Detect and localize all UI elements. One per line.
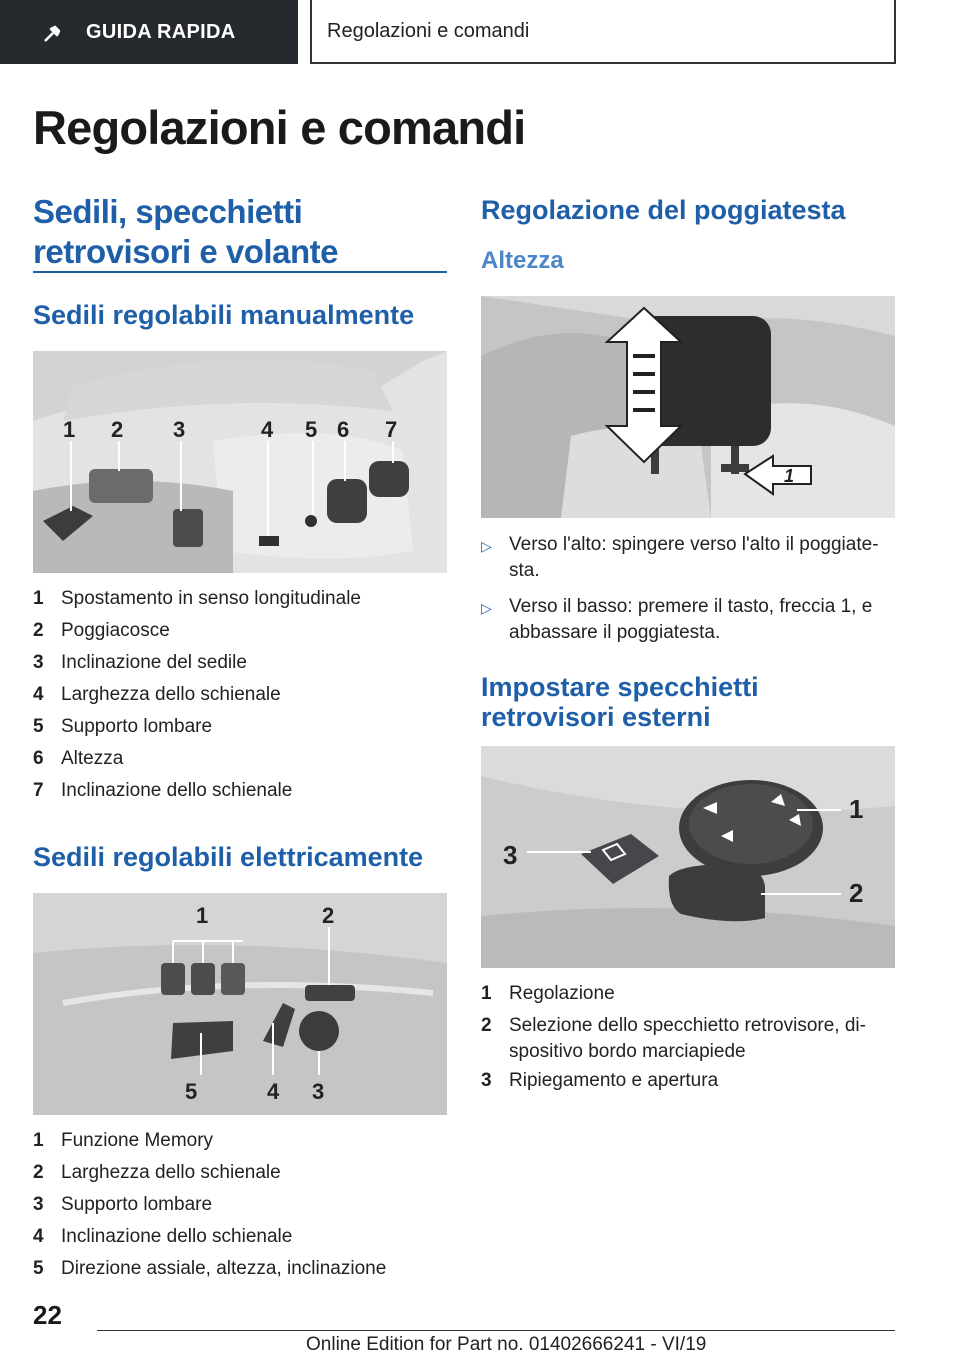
manual-fig-label-6: 6 [337,417,350,442]
list-item: 3 Supporto lombare [33,1194,213,1215]
edition-footer: Online Edition for Part no. 01402666241 - VI/19 [306,1334,707,1355]
list-item: 1 Regolazione [481,983,615,1004]
mirror-fig-label-3: 3 [503,840,518,870]
mirrors-heading: Impostare specchietti retrovisori esterni [481,672,759,732]
mirror-fig-label-2: 2 [849,878,864,908]
electric-fig-label-1: 1 [196,903,209,928]
manual-seat-legend [33,583,447,807]
manual-fig-label-1: 1 [63,417,76,442]
headrest-fig-label-1: 1 [784,466,795,486]
left-column [33,192,447,1285]
triangle-bullet-icon: ▷ [481,538,492,554]
mirror-fig-label-1: 1 [849,794,864,824]
electric-fig-label-2: 2 [322,903,335,928]
headrest-figure [481,296,895,518]
manual-fig-label-7: 7 [385,417,398,442]
footer-divider [97,1330,895,1331]
headrest-subheading: Altezza [481,247,564,274]
list-item: 2 Selezione dello specchietto retrovisore, dispositivo bordo marciapiede [481,1015,866,1062]
quick-guide-tab[interactable] [0,0,298,64]
page-number: 22 [33,1300,62,1330]
mirror-legend [481,978,895,1097]
list-item: 2 Larghezza dello schienale [33,1162,281,1183]
list-item: ▷ Verso il basso: premere il tasto, freccia 1, e abbassare il poggiatesta. [481,594,895,646]
electric-seat-figure [33,893,447,1115]
electric-fig-label-3: 3 [312,1079,325,1104]
list-item: 2 Poggiacosce [33,620,170,641]
electric-seats-heading: Sedili regolabili elettricamente [33,842,424,872]
list-item: 3 Ripiegamento e apertura [481,1070,719,1091]
page-title: Regolazioni e comandi [33,101,526,154]
manual-fig-label-5: 5 [305,417,318,442]
electric-fig-label-4: 4 [267,1079,280,1104]
manual-fig-label-3: 3 [173,417,186,442]
wrench-icon [42,24,62,44]
manual-fig-label-2: 2 [111,417,124,442]
list-item: 7 Inclinazione dello schienale [33,780,293,801]
electric-fig-label-5: 5 [185,1079,198,1104]
quick-guide-label: GUIDA RAPIDA [86,20,236,43]
list-item: ▷ Verso l'alto: spingere verso l'alto il poggiatesta. [481,532,895,584]
mirror-controls-figure [481,746,895,968]
list-item: 5 Direzione assiale, altezza, inclinazione [33,1258,387,1279]
section-tab[interactable] [310,0,896,64]
triangle-bullet-icon: ▷ [481,600,492,616]
electric-seat-legend [33,1125,447,1285]
list-item: 1 Funzione Memory [33,1130,214,1151]
list-item: 3 Inclinazione del sedile [33,652,247,673]
manual-seat-figure [33,351,447,573]
right-column [481,192,895,1097]
headrest-heading: Regolazione del poggiatesta [481,195,846,225]
list-item: 4 Inclinazione dello schienale [33,1226,293,1247]
headrest-instructions [481,532,895,646]
list-item: 4 Larghezza dello schienale [33,684,281,705]
manual-seats-heading: Sedili regolabili manualmente [33,300,415,330]
list-item: 5 Supporto lombare [33,716,213,737]
section-title: Sedili, specchietti retrovisori e volante [33,192,447,273]
list-item: 6 Altezza [33,748,124,769]
list-item: 1 Spostamento in senso longitudinale [33,588,361,609]
section-tab-label: Regolazioni e comandi [327,19,530,42]
manual-fig-label-4: 4 [261,417,274,442]
